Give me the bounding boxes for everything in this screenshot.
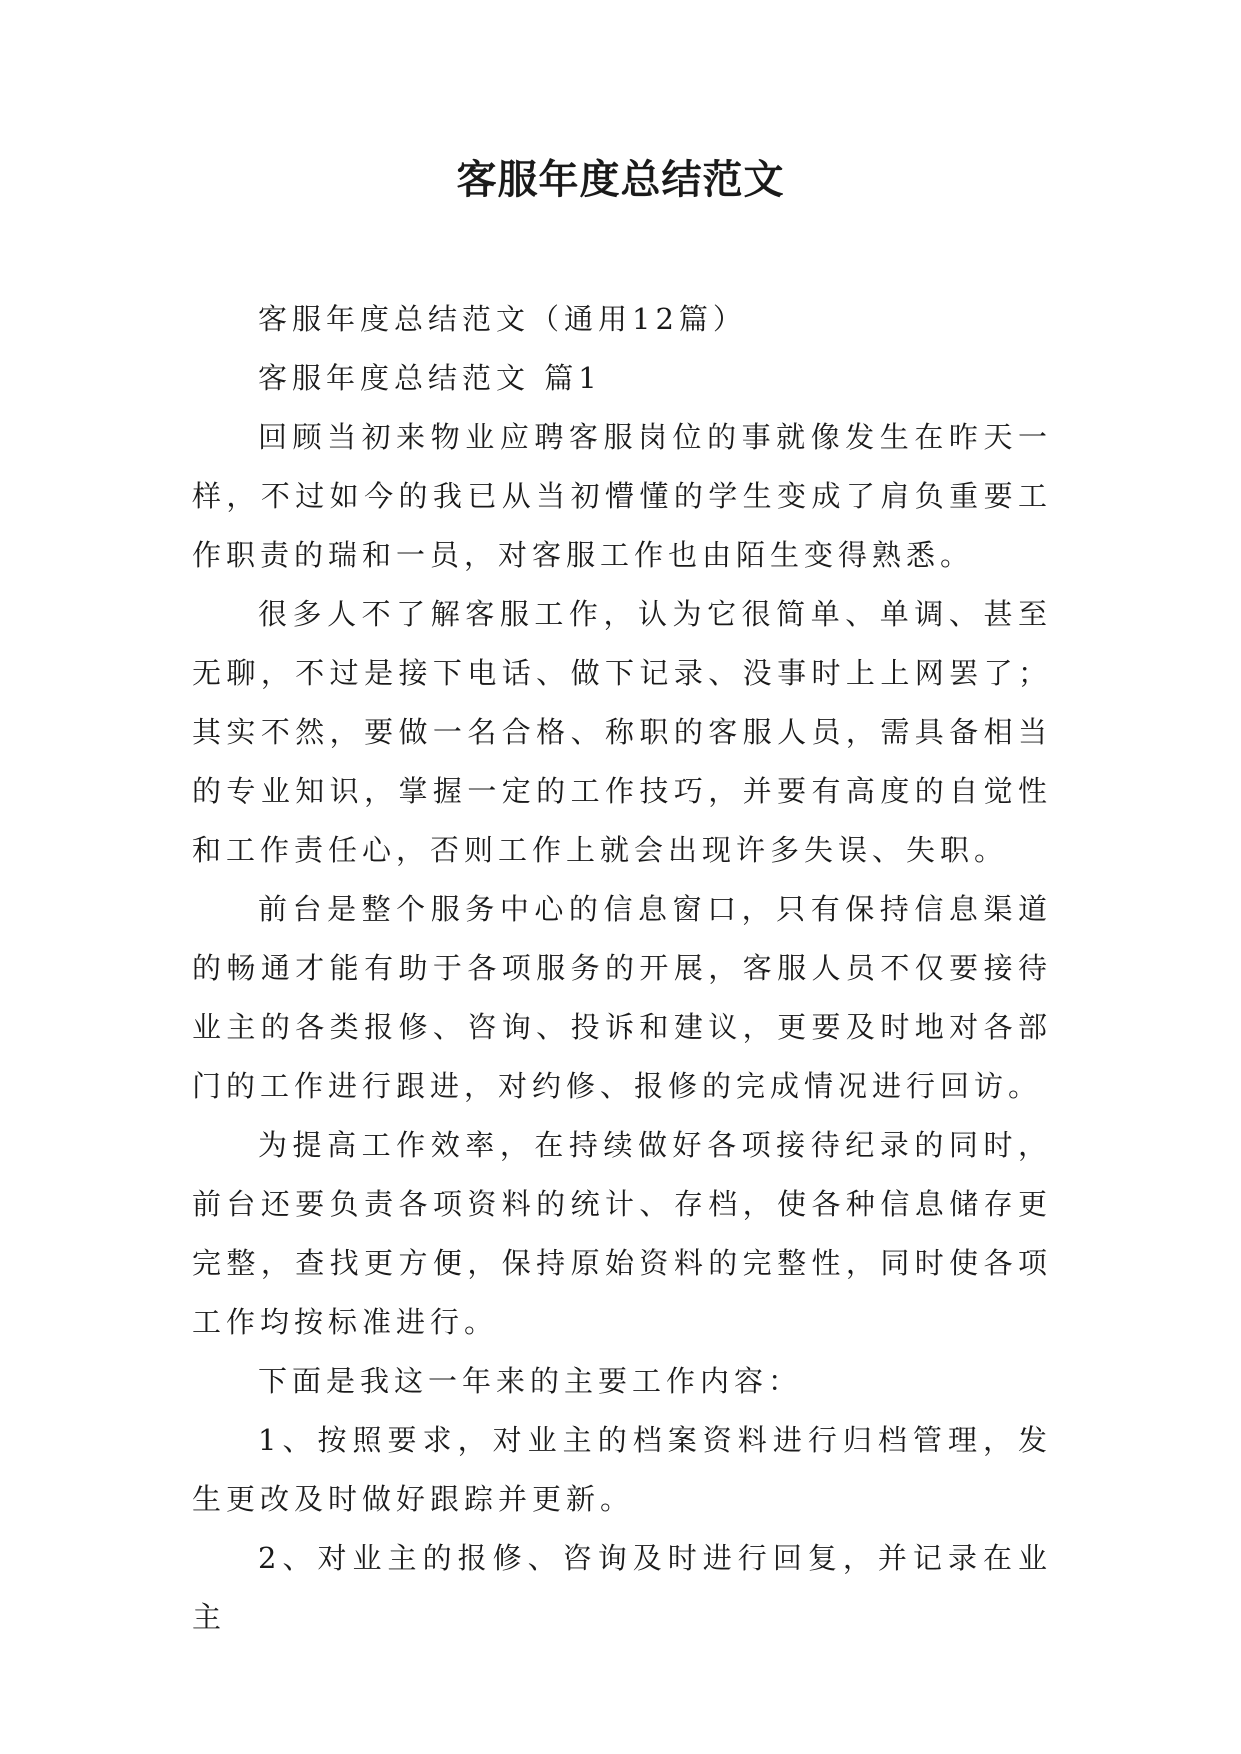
document-body (192, 290, 1052, 1647)
section-heading: 客服年度总结范文 篇1 (258, 361, 602, 395)
body-paragraph: 为提高工作效率，在持续做好各项接待纪录的同时，前台还要负责各项资料的统计、存档，使各种信息储存更完整，查找更方便，保持原始资料的完整性，同时使各项工作均按标准进行。 (192, 1128, 1052, 1339)
body-paragraph: 很多人不了解客服工作，认为它很简单、单调、甚至无聊，不过是接下电话、做下记录、没事时上上网罢了；其实不然，要做一名合格、称职的客服人员，需具备相当的专业知识，掌握一定的工作技巧，并要有高度的自觉性和工作责任心，否则工作上就会出现许多失误、失职。 (192, 597, 1052, 867)
subtitle-paragraph: 客服年度总结范文（通用12篇） (258, 302, 747, 336)
list-item: 2、对业主的报修、咨询及时进行回复，并记录在业主 (192, 1541, 1052, 1634)
list-item: 1、按照要求，对业主的档案资料进行归档管理，发生更改及时做好跟踪并更新。 (192, 1423, 1052, 1516)
document-title: 客服年度总结范文 (456, 157, 785, 203)
body-paragraph: 下面是我这一年来的主要工作内容： (258, 1364, 803, 1398)
body-paragraph: 回顾当初来物业应聘客服岗位的事就像发生在昨天一样，不过如今的我已从当初懵懂的学生变成了肩负重要工作职责的瑞和一员，对客服工作也由陌生变得熟悉。 (192, 420, 1052, 572)
body-paragraph: 前台是整个服务中心的信息窗口，只有保持信息渠道的畅通才能有助于各项服务的开展，客服人员不仅要接待业主的各类报修、咨询、投诉和建议，更要及时地对各部门的工作进行跟进，对约修、报修的完成情况进行回访。 (192, 892, 1052, 1103)
